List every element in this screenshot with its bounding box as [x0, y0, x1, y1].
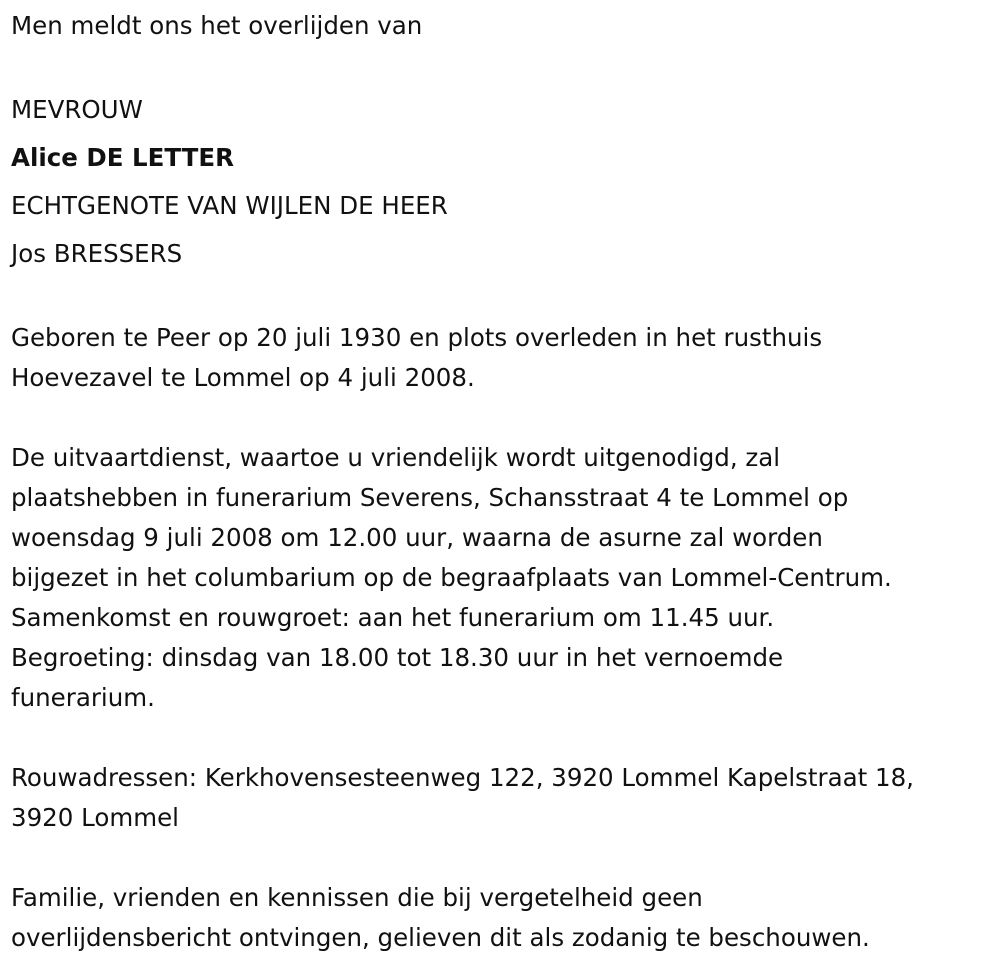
spouse-name: Jos BRESSERS [11, 239, 183, 268]
paragraph-line: woensdag 9 juli 2008 om 12.00 uur, waarna de asurne zal worden [11, 523, 823, 552]
paragraph-line: Hoevezavel te Lommel op 4 juli 2008. [11, 363, 475, 392]
paragraph-line: Samenkomst en rouwgroet: aan het funerarium om 11.45 uur. [11, 603, 775, 632]
closing-paragraph [11, 878, 986, 958]
paragraph-line: overlijdensbericht ontvingen, gelieven dit als zodanig te beschouwen. [11, 923, 870, 952]
deceased-name: Alice DE LETTER [11, 143, 234, 172]
relation-text: ECHTGENOTE VAN WIJLEN DE HEER [11, 191, 448, 220]
paragraph-line: Begroeting: dinsdag van 18.00 tot 18.30 uur in het vernoemde [11, 643, 784, 672]
birth-death-paragraph [11, 318, 986, 398]
addresses-paragraph [11, 758, 986, 838]
paragraph-line: Rouwadressen: Kerkhovensesteenweg 122, 3920 Lommel Kapelstraat 18, [11, 763, 914, 792]
title-text: MEVROUW [11, 95, 143, 124]
spacer [11, 398, 986, 438]
death-notice [11, 6, 986, 958]
paragraph-line: funerarium. [11, 683, 155, 712]
paragraph-line: De uitvaartdienst, waartoe u vriendelijk wordt uitgenodigd, zal [11, 443, 781, 472]
spacer [11, 838, 986, 878]
spacer [11, 718, 986, 758]
paragraph-line: 3920 Lommel [11, 803, 179, 832]
service-paragraph [11, 438, 986, 718]
paragraph-line: Geboren te Peer op 20 juli 1930 en plots overleden in het rusthuis [11, 323, 823, 352]
intro-text: Men meldt ons het overlijden van [11, 11, 423, 40]
spacer [11, 46, 986, 86]
paragraph-line: bijgezet in het columbarium op de begraafplaats van Lommel-Centrum. [11, 563, 892, 592]
paragraph-line: Familie, vrienden en kennissen die bij vergetelheid geen [11, 883, 703, 912]
paragraph-line: plaatshebben in funerarium Severens, Schansstraat 4 te Lommel op [11, 483, 849, 512]
spacer [11, 278, 986, 318]
